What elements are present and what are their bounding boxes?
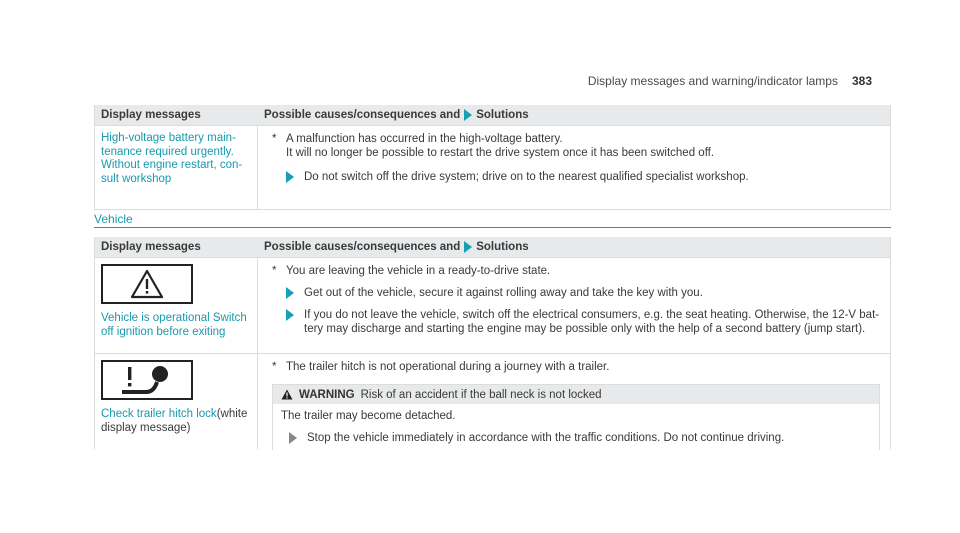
display-message-teal: Check trailer hitch lock	[101, 408, 217, 420]
trailer-hitch-icon	[101, 360, 193, 400]
cause-text: A malfunction has occurred in the high-voltage battery.	[286, 133, 563, 145]
cause-cell	[258, 258, 890, 353]
page-number: 383	[851, 74, 872, 88]
col-header-messages: Display messages	[101, 241, 201, 253]
message-cell	[95, 258, 258, 353]
cause-cell	[258, 126, 890, 209]
col-header-solutions-label: Solutions	[476, 109, 529, 121]
step-arrow-icon	[286, 309, 294, 321]
bullet-star: *	[272, 361, 277, 373]
warning-icon	[281, 389, 293, 400]
step-arrow-icon	[286, 287, 294, 299]
warning-triangle-icon	[101, 264, 193, 304]
display-messages-table-1	[94, 105, 891, 210]
solution-step	[281, 431, 871, 445]
warning-text: Risk of an accident if the ball neck is not locked	[360, 388, 602, 401]
display-messages-table-2	[94, 237, 891, 449]
warning-box	[272, 384, 880, 450]
page-header-title: Display messages and warning/indicator lamps	[587, 74, 838, 88]
message-cell	[95, 126, 258, 209]
section-divider	[94, 227, 891, 228]
table-row	[95, 257, 890, 353]
table-header	[95, 237, 890, 257]
col-header-messages: Display messages	[101, 109, 201, 121]
warning-body	[273, 404, 879, 450]
warning-header	[273, 385, 879, 404]
solution-step	[272, 170, 880, 184]
col-header-causes	[258, 109, 890, 121]
col-header-causes-label: Possible causes/consequences and	[264, 241, 461, 253]
cause-text: You are leaving the vehicle in a ready-to-drive state.	[286, 265, 551, 277]
cause-text: The trailer hitch is not operational during a journey with a trailer.	[286, 361, 610, 373]
bullet-star: *	[272, 265, 277, 277]
col-header-causes-label: Possible causes/consequences and	[264, 109, 461, 121]
solution-step	[272, 286, 880, 300]
display-message-text: High-voltage battery main- tenance required urgently. Without engine restart, con- sult workshop	[101, 132, 243, 185]
cause-item	[272, 264, 880, 278]
step-text: Get out of the vehicle, secure it against rolling away and take the key with you.	[304, 287, 703, 299]
col-header-causes	[258, 241, 890, 253]
section-title: Vehicle	[94, 212, 133, 226]
cause-item	[272, 132, 880, 146]
message-cell	[95, 354, 258, 449]
solution-step	[272, 308, 880, 336]
step-text: Stop the vehicle immediately in accordance with the traffic conditions. Do not continue driving.	[307, 432, 785, 444]
warning-body-text: The trailer may become detached.	[281, 410, 456, 422]
solution-arrow-icon	[464, 241, 472, 253]
col-header-solutions-label: Solutions	[476, 241, 529, 253]
page-header	[588, 74, 872, 88]
step-arrow-icon	[289, 432, 297, 444]
display-message-note: (white display message)	[101, 408, 248, 434]
warning-label: WARNING	[299, 388, 355, 401]
bullet-star: *	[272, 133, 277, 145]
table-header	[95, 105, 890, 125]
table-row	[95, 353, 890, 449]
step-text: Do not switch off the drive system; drive on to the nearest qualified specialist workshop.	[304, 171, 749, 183]
cause-cell	[258, 354, 890, 449]
cause-item	[272, 360, 880, 374]
cause-text-2: It will no longer be possible to restart the drive system once it has been switched off.	[286, 147, 715, 159]
display-message-text: Vehicle is operational Switch off ignition before exiting	[101, 312, 247, 338]
solution-arrow-icon	[464, 109, 472, 121]
display-message-text	[101, 408, 251, 435]
step-text: If you do not leave the vehicle, switch off the electrical consumers, e.g. the seat heating. Otherwise, the 12-V bat- tery may discharge and starting the engine may be possible only with the help of a second battery (jump start).	[304, 309, 880, 335]
step-arrow-icon	[286, 171, 294, 183]
table-row	[95, 125, 890, 209]
